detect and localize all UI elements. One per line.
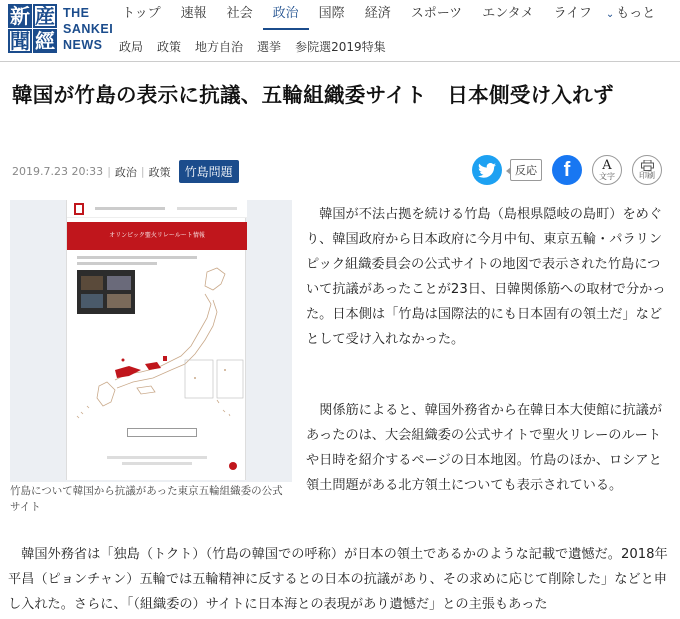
twitter-reaction-count[interactable]: 反応 (510, 159, 542, 181)
font-size-glyph: A (602, 157, 612, 173)
screenshot-nav-lines (95, 207, 165, 210)
subnav-local-government[interactable]: 地方自治 (195, 39, 244, 54)
logo-char: 産 (35, 4, 55, 28)
article-paragraph: 韓国が不法占拠を続ける竹島（島根県隠岐の島町）をめぐり、韓国政府から日本政府に今月中旬、東京五輪・パラリンピック組織委員会の公式サイトの地図で表示された竹島について抗議があったことが23日、日韓関係筋への取材で分かった。日本側は「竹島は国際法的にも日本固有の領土だ」などとして受け入れなかった。 (306, 207, 666, 347)
font-size-label: 文字 (599, 171, 615, 181)
japan-map (67, 260, 247, 420)
nav-top[interactable]: トップ (122, 6, 161, 21)
facebook-f-icon: f (563, 158, 571, 181)
category-link-policy[interactable]: 政策 (148, 165, 171, 179)
logo-wordmark (63, 5, 113, 53)
nav-life[interactable]: ライフ (553, 6, 592, 21)
nav-more-button[interactable] (602, 0, 665, 30)
subnav-policy[interactable]: 政策 (157, 39, 182, 54)
nav-economy[interactable]: 経済 (364, 6, 391, 21)
logo-line: NEWS (63, 38, 103, 52)
subnav-upper-house-2019[interactable]: 参院選2019特集 (295, 39, 386, 54)
meta-separator: | (140, 165, 145, 178)
nav-entertainment[interactable]: エンタメ (482, 6, 534, 21)
article-meta (12, 160, 239, 183)
logo-line: SANKEI (63, 22, 114, 36)
twitter-share-button[interactable] (472, 155, 502, 185)
site-header (0, 0, 680, 62)
subnav-politics-situation[interactable]: 政局 (119, 39, 144, 54)
facebook-share-button[interactable] (552, 155, 582, 185)
nav-more-label: もっと (616, 6, 656, 21)
screenshot-red-dot (229, 462, 237, 470)
screenshot-red-banner: オリンピック聖火リレールート情報 (67, 222, 247, 250)
screenshot-footer-line (122, 462, 192, 465)
chevron-down-icon: ⌄ (605, 9, 615, 20)
logo-mark (8, 4, 58, 54)
share-bar (472, 155, 662, 185)
font-size-icon (592, 155, 622, 185)
sankei-logo[interactable] (8, 4, 113, 54)
sub-nav (112, 34, 393, 58)
meta-separator: | (107, 165, 111, 178)
logo-line: THE (63, 6, 90, 20)
font-size-button[interactable] (592, 155, 622, 185)
print-icon (632, 155, 662, 185)
screenshot-footer-line (107, 456, 207, 459)
logo-char: 新 (10, 4, 30, 28)
article-date: 2019.7.23 20:33 (12, 165, 104, 178)
screenshot-header (67, 200, 247, 218)
screenshot-nav-lines (177, 207, 237, 210)
organizing-committee-site-screenshot (66, 200, 246, 480)
nav-sports[interactable]: スポーツ (410, 6, 463, 21)
article-image[interactable] (10, 200, 292, 482)
article-paragraph: 関係筋によると、韓国外務省から在韓日本大使館に抗議があったのは、大会組織委の公式サイトで聖火リレーのルートや日時を紹介するページの日本地図。竹島のほか、ロシアと領土問題がある北方領土についても表示されている。 (306, 403, 663, 493)
twitter-bird-icon (478, 163, 496, 178)
primary-nav (112, 0, 665, 30)
logo-char: 聞 (10, 29, 30, 53)
print-button[interactable] (632, 155, 662, 185)
screenshot-text-line (77, 256, 197, 259)
nav-breaking[interactable]: 速報 (180, 6, 207, 21)
article-title: 韓国が竹島の表示に抗議、五輪組織委サイト 日本側受け入れず (12, 83, 614, 107)
topic-tag[interactable]: 竹島問題 (179, 160, 239, 183)
article-paragraph: 韓国外務省は「独島（トクト）（竹島の韓国での呼称）が日本の領土であるかのような記載で遺憾だ。2018年平昌（ピョンチャン）五輪では五輪精神に反するとの日本の抗議があり、その求めに応じて削除した」などと申し入れた。さらに、「（組織委の）サイトに日本海との表現があり遺憾だ」との主張もあった (8, 547, 668, 612)
screenshot-button (127, 428, 197, 437)
nav-society[interactable]: 社会 (226, 6, 253, 21)
olympic-emblem-icon (73, 202, 85, 216)
category-link-politics[interactable]: 政治 (114, 165, 137, 179)
nav-international[interactable]: 国際 (318, 6, 345, 21)
image-caption: 竹島について韓国から抗議があった東京五輪組織委の公式サイト (10, 485, 283, 513)
nav-politics[interactable]: 政治 (263, 0, 309, 30)
subnav-elections[interactable]: 選挙 (257, 39, 282, 54)
logo-char: 經 (35, 29, 55, 53)
print-label: 印刷 (639, 170, 655, 180)
